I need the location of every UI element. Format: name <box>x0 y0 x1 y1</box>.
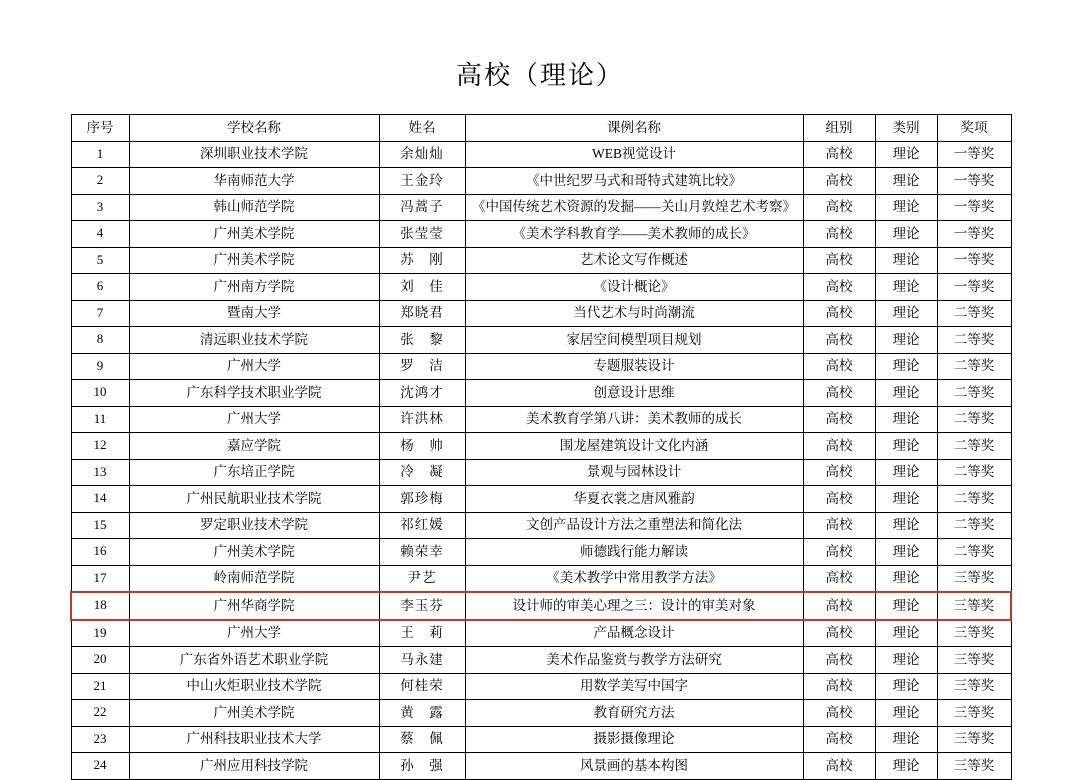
cell-type: 理论 <box>875 327 937 354</box>
table-row <box>71 327 1011 354</box>
column-header-name: 姓名 <box>379 115 465 142</box>
cell-index: 14 <box>71 486 129 513</box>
cell-group: 高校 <box>803 221 875 248</box>
cell-school: 广州应用科技学院 <box>129 753 379 780</box>
column-header-type: 类别 <box>875 115 937 142</box>
cell-index: 11 <box>71 406 129 433</box>
cell-award: 三等奖 <box>937 592 1011 620</box>
table-row <box>71 433 1011 460</box>
cell-school: 广东培正学院 <box>129 459 379 486</box>
cell-school: 广州南方学院 <box>129 274 379 301</box>
cell-course: 艺术论文写作概述 <box>465 247 803 274</box>
cell-name: 李玉芬 <box>379 592 465 620</box>
table-row <box>71 353 1011 380</box>
table-row <box>71 620 1011 647</box>
cell-award: 二等奖 <box>937 353 1011 380</box>
table-row <box>71 700 1011 727</box>
cell-course: 华夏衣裳之唐风雅韵 <box>465 486 803 513</box>
page-title: 高校（理论） <box>455 61 624 90</box>
table-row <box>71 512 1011 539</box>
cell-award: 三等奖 <box>937 673 1011 700</box>
cell-index: 15 <box>71 512 129 539</box>
cell-type: 理论 <box>875 753 937 780</box>
cell-type: 理论 <box>875 247 937 274</box>
cell-award: 三等奖 <box>937 620 1011 647</box>
cell-index: 24 <box>71 753 129 780</box>
cell-name: 冯蒿子 <box>379 194 465 221</box>
table-row <box>71 300 1011 327</box>
cell-award: 一等奖 <box>937 221 1011 248</box>
cell-school: 韩山师范学院 <box>129 194 379 221</box>
cell-name: 王 莉 <box>379 620 465 647</box>
cell-course: WEB视觉设计 <box>465 141 803 168</box>
cell-course: 风景画的基本构图 <box>465 753 803 780</box>
cell-type: 理论 <box>875 194 937 221</box>
cell-index: 17 <box>71 565 129 592</box>
cell-award: 二等奖 <box>937 486 1011 513</box>
cell-name: 何桂荣 <box>379 673 465 700</box>
cell-name: 郭珍梅 <box>379 486 465 513</box>
table-row <box>71 753 1011 780</box>
cell-course: 《美术教学中常用教学方法》 <box>465 565 803 592</box>
table-container <box>0 114 1080 780</box>
cell-type: 理论 <box>875 592 937 620</box>
cell-name: 蔡 佩 <box>379 726 465 753</box>
cell-award: 一等奖 <box>937 247 1011 274</box>
cell-award: 一等奖 <box>937 141 1011 168</box>
cell-group: 高校 <box>803 433 875 460</box>
cell-name: 沈鸿才 <box>379 380 465 407</box>
cell-type: 理论 <box>875 459 937 486</box>
cell-group: 高校 <box>803 647 875 674</box>
cell-index: 12 <box>71 433 129 460</box>
cell-school: 中山火炬职业技术学院 <box>129 673 379 700</box>
table-row <box>71 247 1011 274</box>
cell-course: 《设计概论》 <box>465 274 803 301</box>
cell-award: 二等奖 <box>937 539 1011 566</box>
cell-school: 岭南师范学院 <box>129 565 379 592</box>
table-row <box>71 168 1011 195</box>
cell-group: 高校 <box>803 486 875 513</box>
cell-type: 理论 <box>875 647 937 674</box>
cell-school: 暨南大学 <box>129 300 379 327</box>
cell-group: 高校 <box>803 512 875 539</box>
table-row <box>71 486 1011 513</box>
cell-group: 高校 <box>803 620 875 647</box>
table-row <box>71 459 1011 486</box>
cell-index: 23 <box>71 726 129 753</box>
cell-index: 7 <box>71 300 129 327</box>
cell-index: 10 <box>71 380 129 407</box>
column-header-school: 学校名称 <box>129 115 379 142</box>
cell-type: 理论 <box>875 620 937 647</box>
cell-school: 华南师范大学 <box>129 168 379 195</box>
cell-name: 余灿灿 <box>379 141 465 168</box>
cell-type: 理论 <box>875 673 937 700</box>
cell-award: 二等奖 <box>937 327 1011 354</box>
cell-index: 5 <box>71 247 129 274</box>
cell-type: 理论 <box>875 433 937 460</box>
cell-school: 罗定职业技术学院 <box>129 512 379 539</box>
table-row <box>71 406 1011 433</box>
cell-name: 马永建 <box>379 647 465 674</box>
cell-name: 郑晓君 <box>379 300 465 327</box>
cell-name: 张莹莹 <box>379 221 465 248</box>
cell-type: 理论 <box>875 168 937 195</box>
cell-course: 家居空间模型项目规划 <box>465 327 803 354</box>
cell-group: 高校 <box>803 274 875 301</box>
cell-group: 高校 <box>803 141 875 168</box>
cell-course: 产品概念设计 <box>465 620 803 647</box>
cell-award: 三等奖 <box>937 726 1011 753</box>
cell-course: 《美术学科教育学——美术教师的成长》 <box>465 221 803 248</box>
cell-course: 围龙屋建筑设计文化内涵 <box>465 433 803 460</box>
cell-index: 9 <box>71 353 129 380</box>
cell-name: 张 黎 <box>379 327 465 354</box>
cell-name: 罗 洁 <box>379 353 465 380</box>
cell-name: 刘 佳 <box>379 274 465 301</box>
cell-group: 高校 <box>803 459 875 486</box>
column-header-course: 课例名称 <box>465 115 803 142</box>
table-row <box>71 726 1011 753</box>
column-header-group: 组别 <box>803 115 875 142</box>
cell-school: 广州美术学院 <box>129 700 379 727</box>
cell-award: 三等奖 <box>937 753 1011 780</box>
cell-award: 二等奖 <box>937 433 1011 460</box>
cell-award: 一等奖 <box>937 168 1011 195</box>
cell-group: 高校 <box>803 327 875 354</box>
cell-index: 21 <box>71 673 129 700</box>
cell-course: 设计师的审美心理之三：设计的审美对象 <box>465 592 803 620</box>
cell-group: 高校 <box>803 726 875 753</box>
cell-index: 20 <box>71 647 129 674</box>
cell-group: 高校 <box>803 753 875 780</box>
cell-school: 嘉应学院 <box>129 433 379 460</box>
cell-type: 理论 <box>875 700 937 727</box>
cell-name: 尹艺 <box>379 565 465 592</box>
table-header <box>71 115 1011 142</box>
cell-award: 二等奖 <box>937 512 1011 539</box>
cell-group: 高校 <box>803 700 875 727</box>
cell-course: 专题服装设计 <box>465 353 803 380</box>
cell-school: 广州科技职业技术大学 <box>129 726 379 753</box>
cell-group: 高校 <box>803 592 875 620</box>
cell-award: 一等奖 <box>937 194 1011 221</box>
cell-name: 孙 强 <box>379 753 465 780</box>
cell-course: 美术教育学第八讲：美术教师的成长 <box>465 406 803 433</box>
cell-group: 高校 <box>803 539 875 566</box>
cell-school: 广州大学 <box>129 620 379 647</box>
cell-group: 高校 <box>803 565 875 592</box>
cell-course: 用数学美写中国字 <box>465 673 803 700</box>
cell-name: 杨 帅 <box>379 433 465 460</box>
cell-school: 深圳职业技术学院 <box>129 141 379 168</box>
cell-course: 美术作品鉴赏与教学方法研究 <box>465 647 803 674</box>
table-row <box>71 141 1011 168</box>
cell-type: 理论 <box>875 539 937 566</box>
cell-school: 广州美术学院 <box>129 221 379 248</box>
cell-course: 摄影摄像理论 <box>465 726 803 753</box>
cell-award: 三等奖 <box>937 565 1011 592</box>
cell-school: 广州民航职业技术学院 <box>129 486 379 513</box>
cell-name: 王金玲 <box>379 168 465 195</box>
cell-course: 教育研究方法 <box>465 700 803 727</box>
cell-award: 二等奖 <box>937 406 1011 433</box>
cell-type: 理论 <box>875 486 937 513</box>
cell-type: 理论 <box>875 726 937 753</box>
cell-course: 《中国传统艺术资源的发掘——关山月敦煌艺术考察》 <box>465 194 803 221</box>
cell-award: 二等奖 <box>937 459 1011 486</box>
table-row <box>71 647 1011 674</box>
cell-name: 黄 露 <box>379 700 465 727</box>
cell-index: 22 <box>71 700 129 727</box>
cell-name: 祁红媛 <box>379 512 465 539</box>
column-header-award: 奖项 <box>937 115 1011 142</box>
cell-course: 文创产品设计方法之重塑法和简化法 <box>465 512 803 539</box>
cell-index: 13 <box>71 459 129 486</box>
cell-group: 高校 <box>803 300 875 327</box>
cell-group: 高校 <box>803 380 875 407</box>
cell-type: 理论 <box>875 300 937 327</box>
table-body <box>71 141 1011 779</box>
cell-index: 2 <box>71 168 129 195</box>
cell-type: 理论 <box>875 380 937 407</box>
cell-school: 广东科学技术职业学院 <box>129 380 379 407</box>
cell-award: 二等奖 <box>937 380 1011 407</box>
table-row <box>71 221 1011 248</box>
cell-name: 许洪林 <box>379 406 465 433</box>
cell-group: 高校 <box>803 406 875 433</box>
cell-school: 广州华商学院 <box>129 592 379 620</box>
table-header-row <box>71 115 1011 142</box>
cell-type: 理论 <box>875 565 937 592</box>
cell-course: 《中世纪罗马式和哥特式建筑比较》 <box>465 168 803 195</box>
table-row <box>71 380 1011 407</box>
cell-course: 师德践行能力解读 <box>465 539 803 566</box>
cell-name: 冷 凝 <box>379 459 465 486</box>
cell-index: 3 <box>71 194 129 221</box>
cell-award: 三等奖 <box>937 700 1011 727</box>
cell-award: 二等奖 <box>937 300 1011 327</box>
cell-type: 理论 <box>875 274 937 301</box>
cell-group: 高校 <box>803 673 875 700</box>
cell-school: 广州美术学院 <box>129 247 379 274</box>
award-list-table <box>70 114 1012 780</box>
table-row <box>71 565 1011 592</box>
column-header-index: 序号 <box>71 115 129 142</box>
table-row <box>71 539 1011 566</box>
cell-index: 19 <box>71 620 129 647</box>
cell-index: 8 <box>71 327 129 354</box>
cell-course: 当代艺术与时尚潮流 <box>465 300 803 327</box>
cell-school: 广东省外语艺术职业学院 <box>129 647 379 674</box>
table-row <box>71 592 1011 620</box>
cell-group: 高校 <box>803 194 875 221</box>
cell-school: 广州大学 <box>129 353 379 380</box>
cell-type: 理论 <box>875 406 937 433</box>
table-row <box>71 274 1011 301</box>
cell-name: 赖荣幸 <box>379 539 465 566</box>
cell-type: 理论 <box>875 141 937 168</box>
cell-school: 清远职业技术学院 <box>129 327 379 354</box>
cell-award: 三等奖 <box>937 647 1011 674</box>
cell-index: 4 <box>71 221 129 248</box>
cell-name: 苏 刚 <box>379 247 465 274</box>
cell-index: 16 <box>71 539 129 566</box>
cell-index: 1 <box>71 141 129 168</box>
cell-award: 一等奖 <box>937 274 1011 301</box>
cell-index: 6 <box>71 274 129 301</box>
cell-course: 景观与园林设计 <box>465 459 803 486</box>
cell-school: 广州大学 <box>129 406 379 433</box>
cell-group: 高校 <box>803 353 875 380</box>
table-row <box>71 673 1011 700</box>
cell-group: 高校 <box>803 168 875 195</box>
cell-course: 创意设计思维 <box>465 380 803 407</box>
table-row <box>71 194 1011 221</box>
cell-type: 理论 <box>875 512 937 539</box>
cell-group: 高校 <box>803 247 875 274</box>
cell-school: 广州美术学院 <box>129 539 379 566</box>
cell-index: 18 <box>71 592 129 620</box>
cell-type: 理论 <box>875 353 937 380</box>
cell-type: 理论 <box>875 221 937 248</box>
